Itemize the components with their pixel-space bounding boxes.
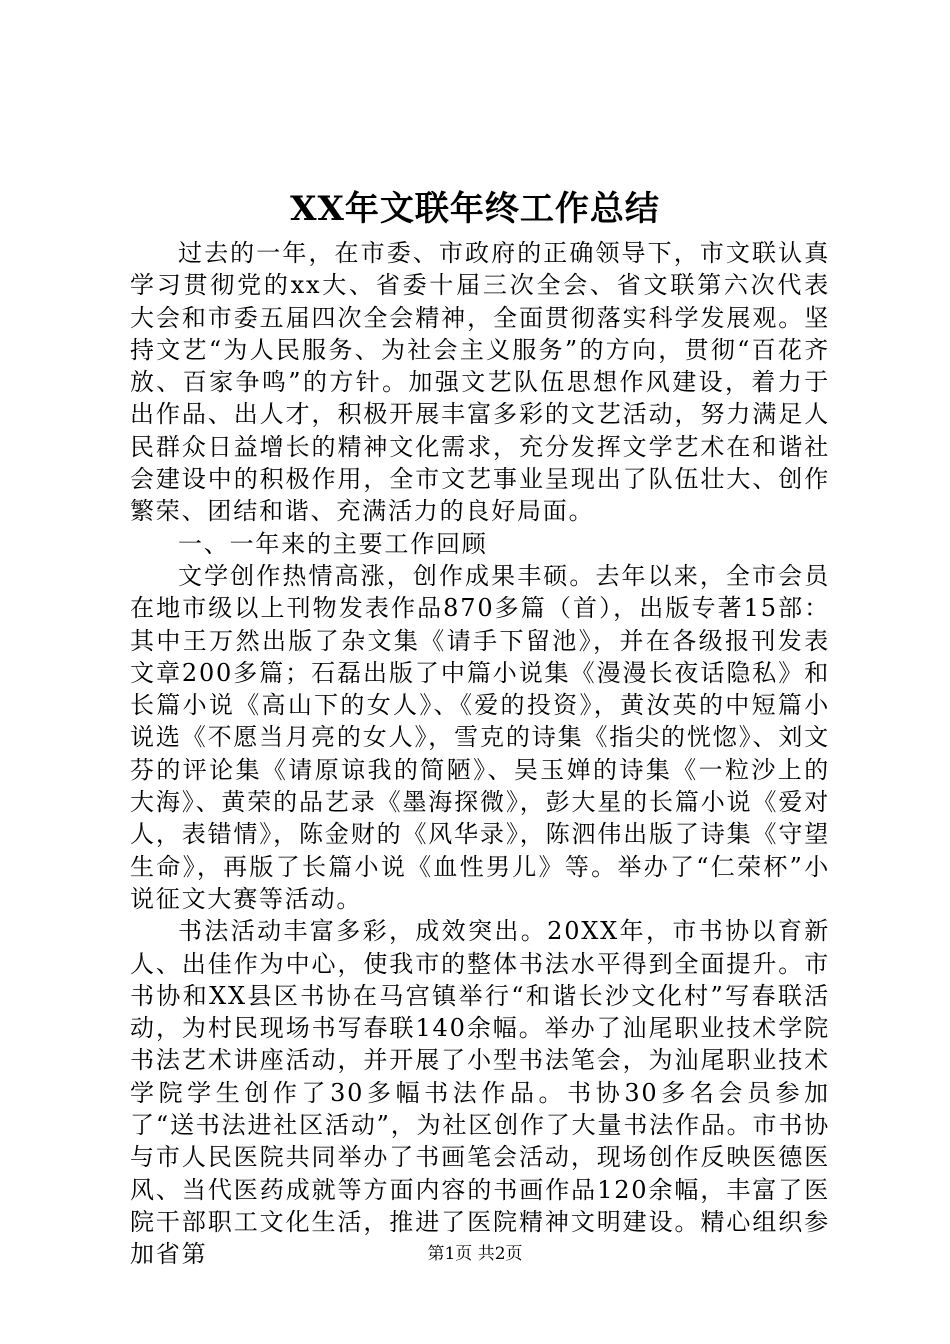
section-heading: 一、一年来的主要工作回顾 [178,529,488,558]
document-body [130,237,830,1271]
document-title: XX年文联年终工作总结 [290,189,660,229]
page-number-footer: 第1页 共2页 [427,1244,523,1264]
paragraph-calligraphy: 书法活动丰富多彩，成效突出。20XX年，市书协以育新人、出佳作为中心，使我市的整体书法水平得到全面提升。市书协和XX县区书协在马宫镇举行“和谐长沙文化村”写春联活动，为村民现场书写春联140余幅。举办了汕尾职业技术学院书法艺术讲座活动，并开展了小型书法笔会，为汕尾职业技术学院学生创作了30多幅书法作品。书协30多名会员参加了“送书法进社区活动”，为社区创作了大量书法作品。市书协与市人民医院共同举办了书画笔会活动，现场创作反映医德医风、当代医药成就等方面内容的书画作品120余幅，丰富了医院干部职工文化生活，推进了医院精神文明建设。精心组织参加省第 [130,917,830,1269]
paragraph-literature: 文学创作热情高涨，创作成果丰硕。去年以来，全市会员在地市级以上刊物发表作品870多篇（首），出版专著15部：其中王万然出版了杂文集《请手下留池》，并在各级报刊发表文章200多篇；石磊出版了中篇小说集《漫漫长夜话隐私》和长篇小说《高山下的女人》、《爱的投资》，黄汝英的中短篇小说选《不愿当月亮的女人》，雪克的诗集《指尖的恍惚》、刘文芬的评论集《请原谅我的简陋》、吴玉婵的诗集《一粒沙上的大海》、黄荣的品艺录《墨海探微》，彭大星的长篇小说《爱对人，表错情》，陈金财的《风华录》，陈泗伟出版了诗集《守望生命》，再版了长篇小说《血性男儿》等。举办了“仁荣杯”小说征文大赛等活动。 [130,561,830,913]
paragraph-intro: 过去的一年，在市委、市政府的正确领导下，市文联认真学习贯彻党的xx大、省委十届三次全会、省文联第六次代表大会和市委五届四次全会精神，全面贯彻落实科学发展观。坚持文艺“为人民服务、为社会主义服务”的方向，贯彻“百花齐放、百家争鸣”的方针。加强文艺队伍思想作风建设，着力于出作品、出人才，积极开展丰富多彩的文艺活动，努力满足人民群众日益增长的精神文化需求，充分发挥文学艺术在和谐社会建设中的积极作用，全市文艺事业呈现出了队伍壮大、创作繁荣、团结和谐、充满活力的良好局面。 [130,239,830,526]
